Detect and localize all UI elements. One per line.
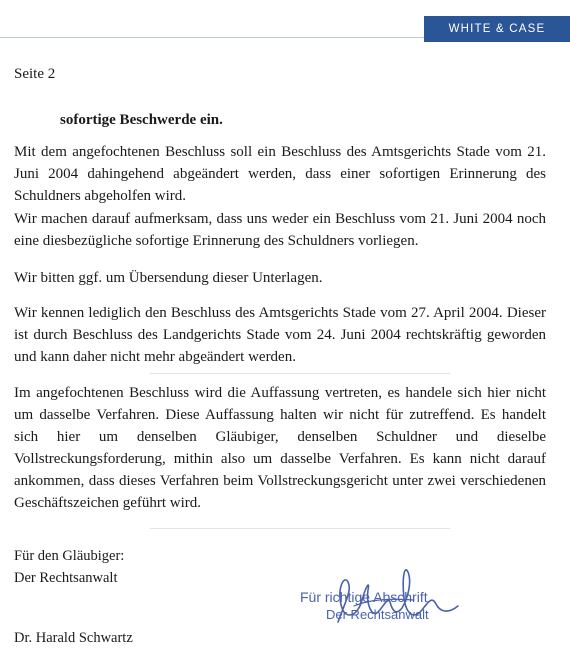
intro-line: sofortige Beschwerde ein. (60, 112, 223, 128)
signer-name: Dr. Harald Schwartz (14, 630, 133, 646)
stamp-line-1: Für richtige Abschrift (300, 589, 428, 605)
closing-salutation: Für den Gläubiger: (14, 548, 125, 564)
scan-artifact-line (150, 528, 450, 529)
paragraph-4: Wir kennen lediglich den Beschluss des Amtsgerichts Stade vom 27. April 2004. Dieser ist durch Beschluss des Landgerichts Stade vom 24. Juni 2004 rechtskräftig geworden und kann daher nicht mehr abgeändert werden. (14, 305, 546, 365)
scan-artifact-line (150, 373, 450, 374)
header-rule (0, 37, 430, 38)
paragraph-2: Wir machen darauf aufmerksam, dass uns weder ein Beschluss vom 21. Juni 2004 noch eine diesbezügliche sofortige Erinnerung des Schuldners vorliegen. (14, 211, 546, 249)
page-number: Seite 2 (14, 66, 56, 82)
closing-role: Der Rechtsanwalt (14, 570, 118, 586)
firm-logo: WHITE & CASE (424, 16, 570, 42)
paragraph-3: Wir bitten ggf. um Übersendung dieser Unterlagen. (14, 270, 323, 286)
paragraph-1: Mit dem angefochtenen Beschluss soll ein Beschluss des Amtsgerichts Stade vom 21. Juni 2004 dahingehend abgeändert werden, dass einer sofortigen Erinnerung des Schuldners abgeholfen wird. (14, 144, 546, 204)
closing-block (14, 545, 124, 589)
stamp-line-2: Der Rechtsanwalt (326, 607, 429, 622)
handwritten-signature (318, 560, 478, 640)
paragraph-5: Im angefochtenen Beschluss wird die Auffassung vertreten, es handele sich hier nicht um dasselbe Verfahren. Diese Auffassung halten wir nicht für zutreffend. Es handelt sich hier um denselben Gläubiger, denselben Schuldner und dieselbe Vollstreckungsforderung, mithin also um dasselbe Verfahren. Es kann nicht darauf ankommen, dass dieses Verfahren beim Vollstreckungsgericht unter zwei verschiedenen Geschäftszeichen geführt wird. (14, 385, 546, 511)
